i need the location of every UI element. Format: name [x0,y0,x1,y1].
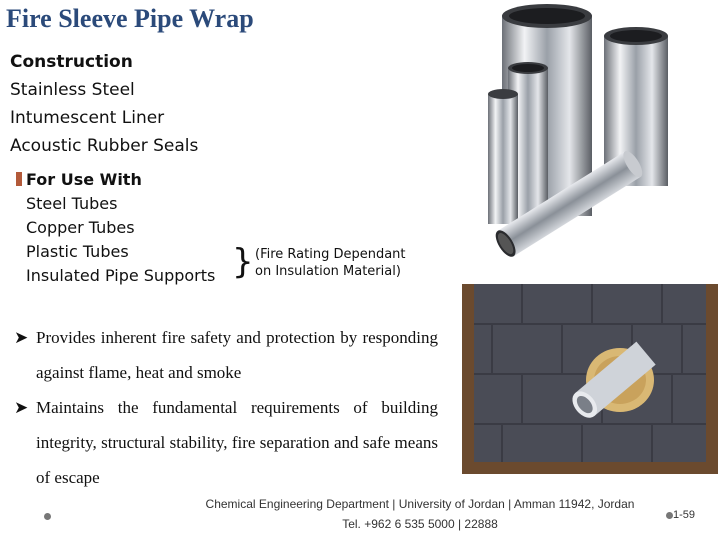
note-line: (Fire Rating Dependant [255,247,406,262]
bullet-item [14,390,438,495]
construction-item: Stainless Steel [10,80,135,100]
slide-title: Fire Sleeve Pipe Wrap [6,4,254,33]
bullet-list [14,320,438,495]
use-item: Plastic Tubes [26,242,129,261]
construction-list [10,48,198,160]
installed-fire-sleeve-photo [462,284,718,474]
use-list [26,168,215,288]
section-marker-icon [16,172,22,186]
arrow-bullet-icon: ➤ [14,398,29,417]
brace-icon: } [232,242,254,282]
pipe-sleeves-photo [474,2,714,260]
construction-item: Acoustic Rubber Seals [10,136,199,156]
note-line: on Insulation Material) [255,264,401,279]
arrow-bullet-icon: ➤ [14,328,29,347]
page-number: 1-59 [673,509,696,521]
fire-rating-note [255,246,406,280]
footer-line: Chemical Engineering Department | University of Jordan | Amman 11942, Jordan [205,497,635,511]
bullet-text: Maintains the fundamental requirements of building integrity, structural stability, fire separation and safe means of escape [36,398,438,487]
use-item: Insulated Pipe Supports [26,266,216,285]
use-item: Copper Tubes [26,218,135,237]
footer [180,494,660,534]
construction-heading: Construction [10,52,133,72]
bullet-item [14,320,438,390]
footer-line: Tel. +962 6 535 5000 | 22888 [342,517,498,531]
bullet-text: Provides inherent fire safety and protection by responding against flame, heat and smoke [36,328,438,382]
use-heading: For Use With [26,170,142,189]
product-spec-panel [10,48,240,288]
use-item: Steel Tubes [26,194,118,213]
left-dot-icon [44,513,51,520]
right-dot-icon [666,512,673,519]
construction-item: Intumescent Liner [10,108,165,128]
